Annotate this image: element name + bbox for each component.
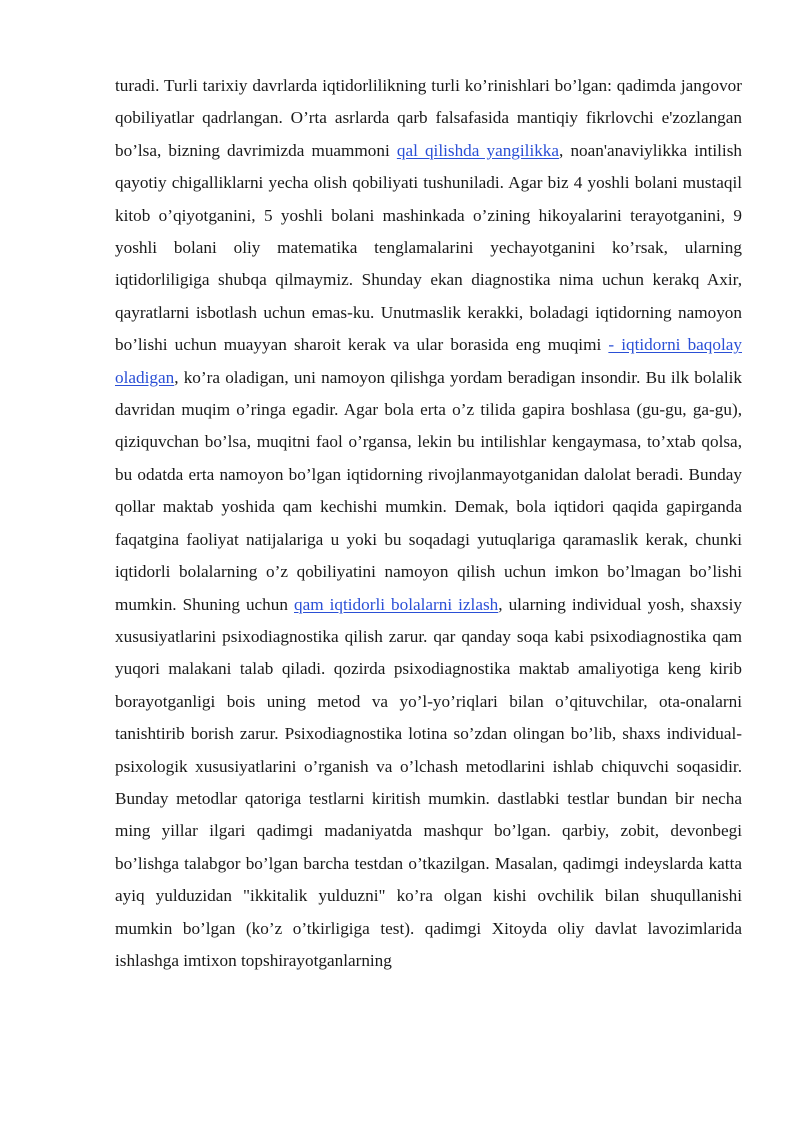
link-qal-qilishda-yangilikka[interactable]: qal qilishda yangilikka: [396, 140, 560, 160]
link-iqtidorni-baqolay-oladigan[interactable]: - iqtidorni baqolay oladigan: [115, 335, 742, 387]
link-iqtidorli-bolalarni-izlash[interactable]: qam iqtidorli bolalarni izlash: [294, 594, 499, 614]
paragraph-text: , ko’ra oladigan, uni namoyon qilishga yordam beradigan insondir. Bu ilk bolalik davridan muqim o’ringa egadir. Agar bola erta o’z tilida gapira boshlasa (gu-gu, ga-gu), qiziquvchan bo’lsa, muqitni faol o’rgansa, lekin bu intilishlar kengaymasa, to’xtab qolsa, bu odatda erta namoyon bo’lgan iqtidorning rivojlanmayotganidan dalolat beradi. Bunday qollar maktab yoshida qam kechishi mumkin. Demak, bola iqtidori qaqida gapirganda faqatgina faoliyat natijalariga u yoki bu soqadagi yutuqlariga qaramaslik kerak, chunki iqtidorli bolalarning o’z qobiliyatini namoyon qilish uchun imkon bo’lmagan bo’lishi mumkin. Shuning uchun: [115, 367, 742, 614]
body-paragraph: [115, 70, 742, 977]
paragraph-text: turadi. Turli tarixiy davrlarda iqtidorlilikning turli ko’rinishlari bo’lgan: qadimda jangovor qobiliyatlar qadrlangan. O’rta asrlarda qarb falsafasida mantiqiy fikrlovchi e'zozlangan bo’lsa, bizning davrimizda muammoni: [115, 76, 742, 160]
paragraph-text: , ularning individual yosh, shaxsiy xususiyatlarini psixodiagnostika qilish zarur. qar qanday soqa kabi psixodiagnostika qam yuqori malakani talab qiladi. qozirda psixodiagnostika maktab amaliyotiga keng kirib borayotganligi bois uning metod va yo’l-yo’riqlari bilan o’qituvchilar, ota-onalarni tanishtirib borish zarur. Psixodiagnostika lotina so’zdan olingan bo’lib, shaxs individual-psixologik xususiyatlarini o’rganish va o’lchash metodlarini ishlab chiquvchi soqasidir. Bunday metodlar qatoriga testlarni kiritish mumkin. dastlabki testlar bundan bir necha ming yillar ilgari qadimgi madaniyatda mashqur bo’lgan. qarbiy, zobit, devonbegi bo’lishga talabgor bo’lgan barcha testdan o’tkazilgan. Masalan, qadimgi indeyslarda katta ayiq yulduzidan "ikkitalik yulduzni" ko’ra olgan kishi ovchilik bilan shuqullanishi mumkin bo’lgan (ko’z o’tkirligiga test). qadimgi Xitoyda oliy davlat lavozimlarida ishlashga imtixon topshirayotganlarning: [115, 594, 742, 970]
paragraph-text: , noan'anaviylikka intilish qayotiy chigalliklarni yecha olish qobiliyati tushuniladi. Agar biz 4 yoshli bolani mustaqil kitob o’qiyotganini, 5 yoshli bolani mashinkada o’zining hikoyalarini terayotganini, 9 yoshli bolani oliy matematika tenglamalarini yechayotganini ko’rsak, ularning iqtidorliligiga shubqa qilmaymiz. Shunday ekan diagnostika nima uchun kerakq Axir, qayratlarni isbotlash uchun emas-ku. Unutmaslik kerakki, boladagi iqtidorning namoyon bo’lishi uchun muayyan sharoit kerak va ular borasida eng muqimi: [115, 140, 742, 355]
document-page: [115, 70, 742, 977]
